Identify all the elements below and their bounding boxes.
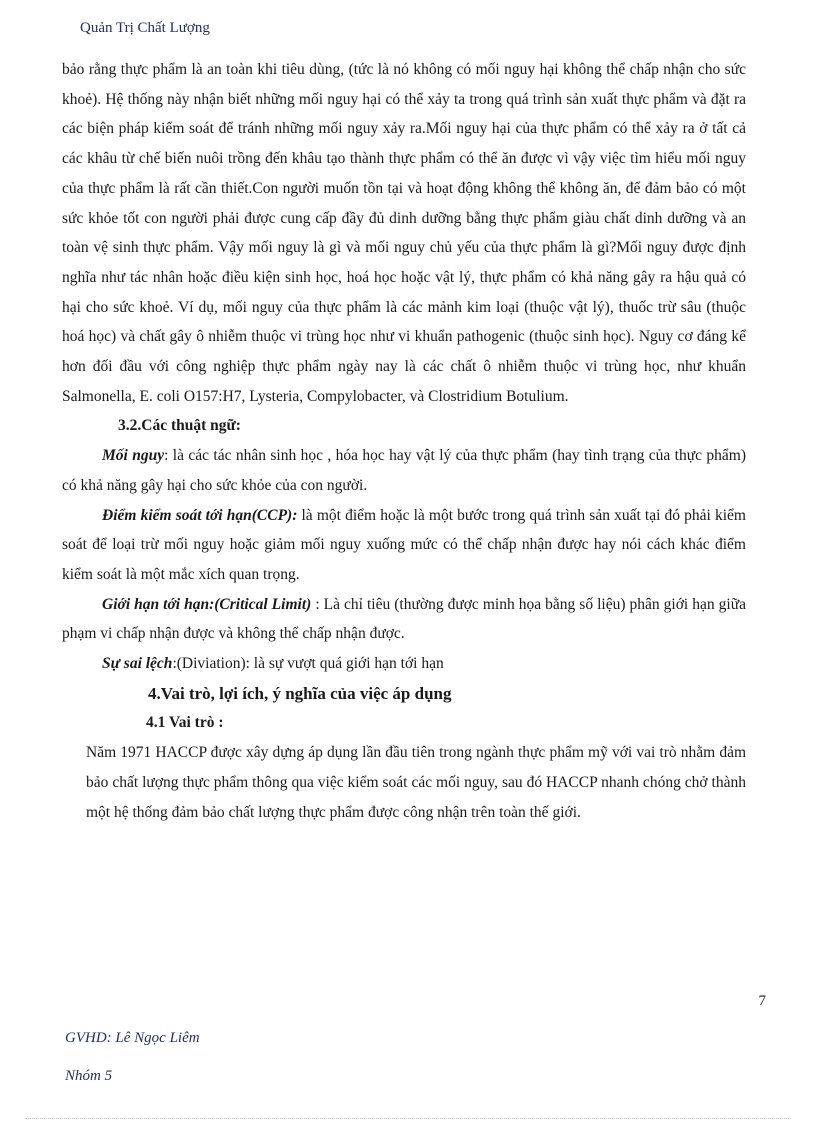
definition-text: : là các tác nhân sinh học , hóa học hay vật lý của thực phẩm (hay tình trạng của thực phẩm) có khả năng gây hại cho sức khỏe của con người.	[62, 447, 747, 494]
definition-term: Mối nguy	[102, 447, 165, 465]
definition-text: là một điểm hoặc là một bước trong quá trình sản xuất tại đó phải kiểm soát để loại trừ mối nguy hoặc giảm mối nguy xuống mức có thể chấp nhận được hay nói cách khác điểm kiểm soát là một mắc xích quan trọng.	[62, 506, 746, 583]
definition-term: Sự sai lệch	[102, 655, 173, 673]
footer-divider	[25, 1118, 791, 1119]
definition-deviation	[62, 649, 746, 679]
document-body	[62, 55, 746, 827]
page-number: 7	[758, 993, 766, 1009]
definition-text: : Là chỉ tiêu (thường được minh họa bằng số liệu) phân giới hạn giữa phạm vi chấp nhận được và không thể chấp nhận được.	[62, 595, 746, 643]
section-4-1-heading: 4.1 Vai trò :	[146, 714, 224, 732]
definition-critical-limit	[62, 590, 746, 649]
definition-term: Giới hạn tới hạn:(Critical Limit)	[102, 595, 312, 613]
section-3-2-heading: 3.2.Các thuật ngữ:	[118, 417, 241, 435]
intro-paragraph: bảo rằng thực phẩm là an toàn khi tiêu dùng, (tức là nó không có mối nguy hại không thể chấp nhận cho sức khoẻ). Hệ thống này nhận biết những mối nguy hại có thể xảy ta trong quá trình sản xuất thực phẩm và đặt ra các biện pháp kiểm soát để tránh những mối nguy xảy ra.Mối nguy hại của thực phẩm có thể xảy ra ở tất cả các khâu từ chế biến nuôi trồng đến khâu tạo thành thực phẩm có thể ăn được vì vậy việc tìm hiểu mối nguy của thực phẩm là rất cần thiết.Con người muốn tồn tại và hoạt động không thể không ăn, để đảm bảo có một sức khỏe tốt con người phải được cung cấp đầy đủ dinh dưỡng bằng thực phẩm giàu chất dinh dưỡng và an toàn vệ sinh thực phẩm. Vậy mối nguy là gì và mối nguy chủ yếu của thực phẩm là gì?Mối nguy được định nghĩa như tác nhân hoặc điều kiện sinh học, hoá học hoặc vật lý, thực phẩm có khả năng gây ra hậu quả có hại cho sức khoẻ. Ví dụ, mối nguy của thực phẩm là các mảnh kim loại (thuộc vật lý), thuốc trừ sâu (thuộc hoá học) và chất gây ô nhiễm thuộc vi trùng học như vi khuẩn pathogenic (thuộc sinh học). Nguy cơ đáng kể hơn đối đầu với công nghiệp thực phẩm ngày nay là các chất ô nhiễm thuộc vi trùng học, như khuẩn Salmonella, E. coli O157:H7, Lysteria, Compylobacter, và Clostridium Botulium.	[62, 61, 746, 405]
definition-hazard	[62, 441, 746, 500]
footer-instructor: GVHD: Lê Ngọc Liêm	[65, 1030, 200, 1046]
definition-text: :(Diviation): là sự vượt quá giới hạn tới hạn	[172, 655, 444, 673]
definition-ccp	[62, 501, 746, 590]
section-4-heading: 4.Vai trò, lợi ích, ý nghĩa của việc áp dụng	[148, 683, 452, 703]
footer-group: Nhóm 5	[65, 1068, 113, 1084]
section-4-1-paragraph: Năm 1971 HACCP được xây dựng áp dụng lần đầu tiên trong ngành thực phẩm mỹ với vai trò nhằm đảm bảo chất lượng thực phẩm thông qua việc kiểm soát các mối nguy, sau đó HACCP nhanh chóng chở thành một hệ thống đảm bảo chất lượng thực phẩm được công nhận trên toàn thế giới.	[86, 744, 746, 821]
page-header-title: Quản Trị Chất Lượng	[80, 20, 210, 36]
definition-term: Điểm kiểm soát tới hạn(CCP):	[102, 506, 298, 524]
